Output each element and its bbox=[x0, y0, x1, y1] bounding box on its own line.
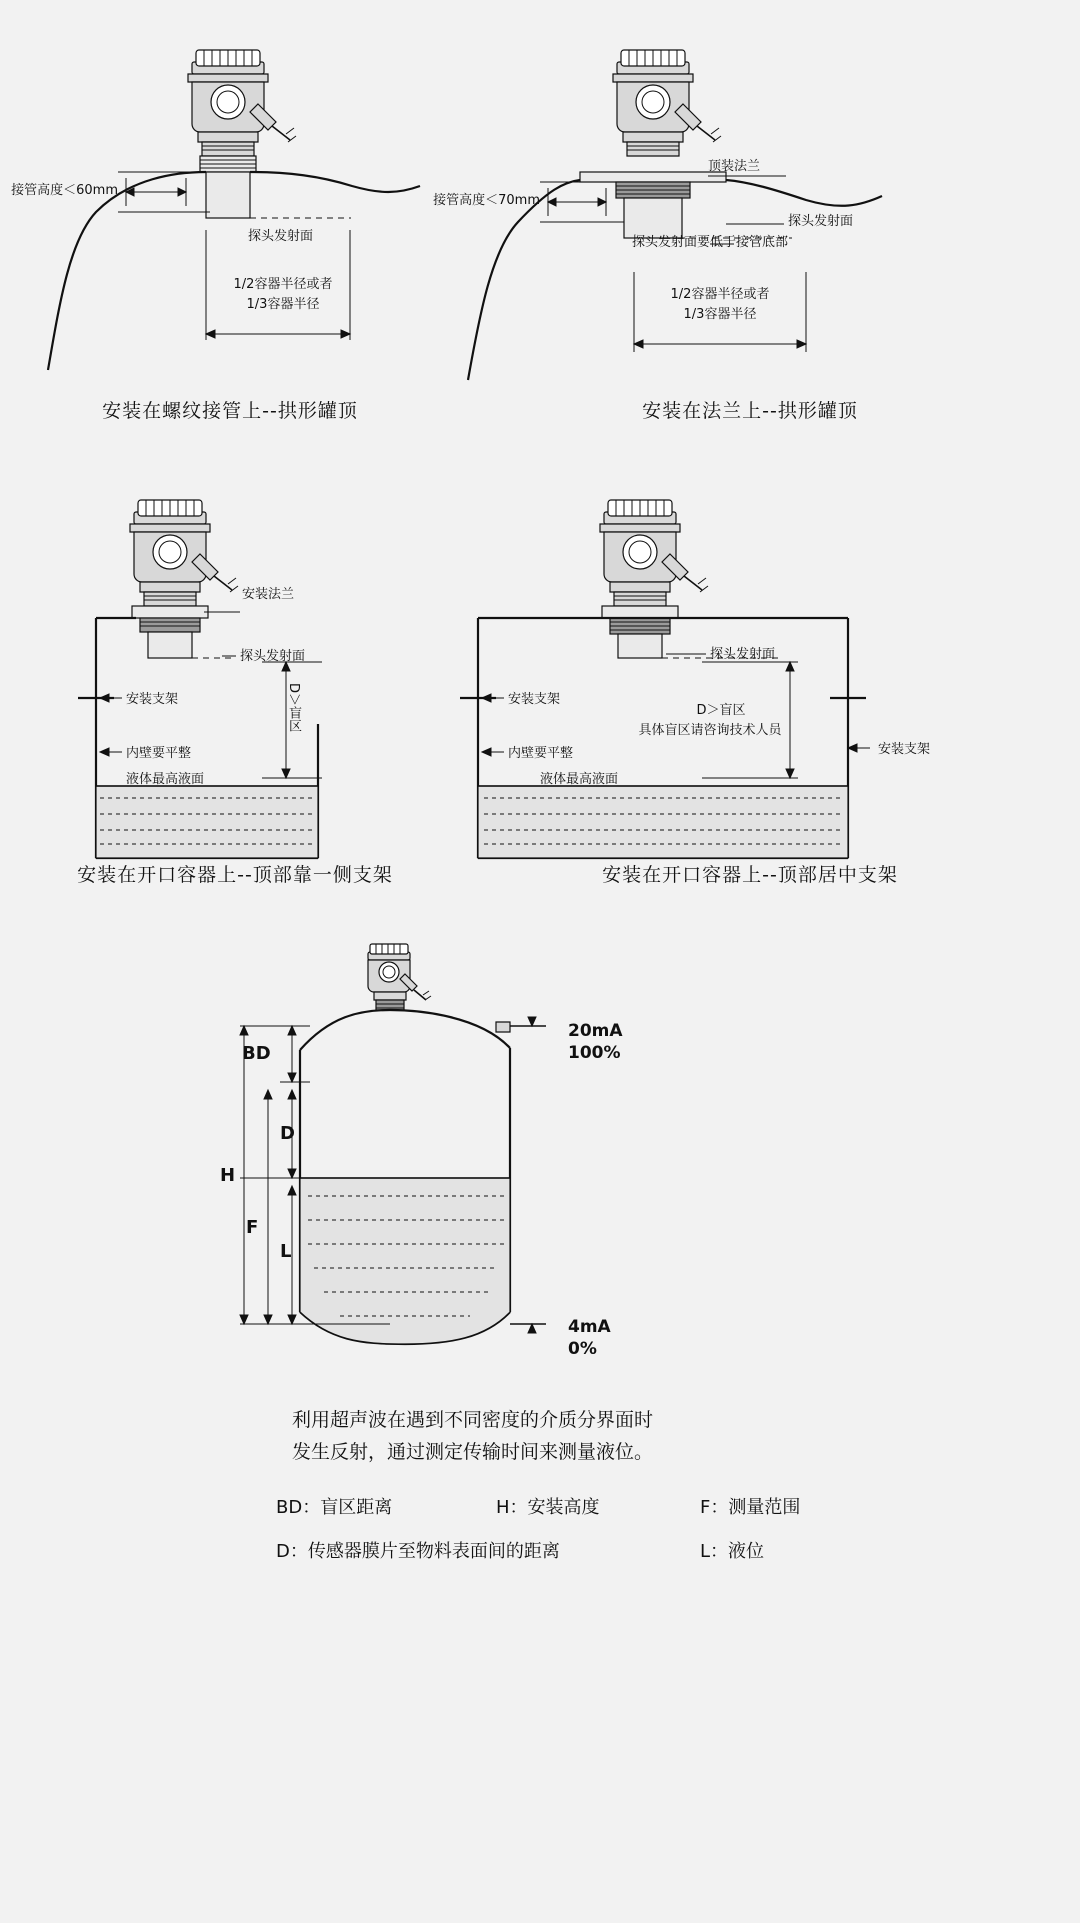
figure-open-center-bracket bbox=[440, 470, 1080, 890]
figure-open-side-drawing bbox=[0, 470, 470, 870]
transmitter-head bbox=[600, 500, 708, 606]
liquid-body bbox=[96, 786, 318, 858]
label-blind-zone: D＞盲区 bbox=[696, 703, 746, 718]
label-max-level: 液体最高液面 bbox=[126, 772, 205, 787]
liquid-body bbox=[478, 786, 848, 858]
dim-f bbox=[264, 1090, 272, 1324]
top-nozzle bbox=[496, 1022, 510, 1032]
legend-row2-item1: D：传感器膜片至物料表面间的距离 bbox=[276, 1541, 560, 1562]
label-emitting-face: 探头发射面 bbox=[710, 647, 776, 662]
label-bracket-left: 安装支架 bbox=[508, 692, 561, 707]
figure-open-side-bracket bbox=[0, 470, 470, 890]
legend-row1-item1: BD：盲区距离 bbox=[276, 1497, 393, 1518]
label-nozzle-height: 接管高度＜60mm bbox=[11, 183, 118, 198]
figure-thread-dome bbox=[0, 0, 460, 430]
threaded-nozzle bbox=[200, 156, 256, 218]
caption-open-side-bracket: 安装在开口容器上--顶部靠一侧支架 bbox=[77, 864, 393, 886]
label-max-level: 液体最高液面 bbox=[540, 772, 619, 787]
label-blind-zone: D＞盲区 bbox=[286, 683, 301, 733]
tank-top-dome bbox=[300, 1010, 510, 1050]
dim-h bbox=[240, 1026, 248, 1324]
arrow-4ma bbox=[528, 1324, 536, 1333]
caption-flange-dome: 安装在法兰上--拱形罐顶 bbox=[642, 400, 858, 422]
label-blind-zone-note: 具体盲区请咨询技术人员 bbox=[638, 723, 782, 738]
nozzle-height-dimension bbox=[548, 188, 606, 216]
transmitter-head bbox=[613, 50, 721, 156]
label-emitting-face: 探头发射面 bbox=[240, 649, 306, 664]
label-bracket-right: 安装支架 bbox=[878, 742, 931, 757]
legend-row2-item2: L：液位 bbox=[700, 1541, 765, 1562]
dim-bd bbox=[288, 1026, 296, 1082]
principle-text-line2: 发生反射，通过测定传输时间来测量液位。 bbox=[292, 1441, 654, 1463]
legend-row1-item2: H：安装高度 bbox=[496, 1497, 600, 1518]
label-below-nozzle: 探头发射面要低于接管底部 bbox=[632, 235, 789, 250]
principle-text-line1: 利用超声波在遇到不同密度的介质分界面时 bbox=[292, 1409, 654, 1431]
label-radius-note-1: 1/2容器半径或者 bbox=[233, 277, 333, 292]
label-radius-note-2: 1/3容器半径 bbox=[683, 307, 757, 322]
arrow-20ma bbox=[528, 1017, 536, 1026]
figure-thread-dome-drawing bbox=[0, 0, 460, 420]
label-20ma: 20mA bbox=[568, 1021, 623, 1041]
label-f: F bbox=[246, 1217, 259, 1238]
mounting-flange bbox=[132, 606, 208, 658]
label-d: D bbox=[280, 1123, 295, 1144]
label-0-percent: 0% bbox=[568, 1339, 597, 1359]
leader-bracket-left bbox=[482, 694, 504, 702]
transmitter-head-small bbox=[368, 944, 431, 1010]
caption-thread-dome: 安装在螺纹接管上--拱形罐顶 bbox=[102, 400, 358, 422]
tank-wall-left bbox=[468, 180, 580, 380]
tank-wall-right bbox=[726, 180, 882, 206]
label-bd: BD bbox=[242, 1043, 271, 1064]
figure-flange-dome-drawing bbox=[420, 0, 1080, 420]
label-100-percent: 100% bbox=[568, 1043, 621, 1063]
legend-row1-item3: F：测量范围 bbox=[700, 1497, 801, 1518]
leader-bracket-right bbox=[848, 744, 870, 752]
nozzle-height-dimension bbox=[126, 178, 186, 206]
label-bracket: 安装支架 bbox=[126, 692, 179, 707]
label-wall-flat: 内壁要平整 bbox=[508, 746, 574, 761]
figure-tank-principle bbox=[180, 930, 900, 1400]
transmitter-head bbox=[130, 500, 238, 606]
figure-tank-principle-drawing bbox=[180, 930, 900, 1390]
mounting-flange bbox=[602, 606, 678, 658]
label-top-flange: 顶装法兰 bbox=[708, 159, 761, 174]
figure-open-center-drawing bbox=[440, 470, 1080, 870]
leader-bracket bbox=[100, 694, 122, 702]
caption-open-center-bracket: 安装在开口容器上--顶部居中支架 bbox=[602, 864, 898, 886]
transmitter-head bbox=[188, 50, 296, 156]
leader-wall-flat bbox=[100, 748, 122, 756]
label-nozzle-height: 接管高度＜70mm bbox=[433, 193, 540, 208]
leader-wall-flat bbox=[482, 748, 504, 756]
tank-wall-left bbox=[48, 172, 206, 370]
tank-wall-right bbox=[250, 172, 420, 192]
blind-zone-dimension bbox=[702, 662, 798, 778]
figure-flange-dome bbox=[420, 0, 1080, 430]
label-emitting-face: 探头发射面 bbox=[788, 214, 854, 229]
label-emitting-face: 探头发射面 bbox=[248, 229, 314, 244]
liquid-body bbox=[300, 1178, 510, 1344]
label-wall-flat: 内壁要平整 bbox=[126, 746, 192, 761]
label-radius-note-1: 1/2容器半径或者 bbox=[670, 287, 770, 302]
label-l: L bbox=[280, 1241, 292, 1262]
label-h: H bbox=[220, 1165, 236, 1186]
label-mount-flange: 安装法兰 bbox=[242, 587, 295, 602]
label-radius-note-2: 1/3容器半径 bbox=[246, 297, 320, 312]
label-4ma: 4mA bbox=[568, 1317, 611, 1337]
